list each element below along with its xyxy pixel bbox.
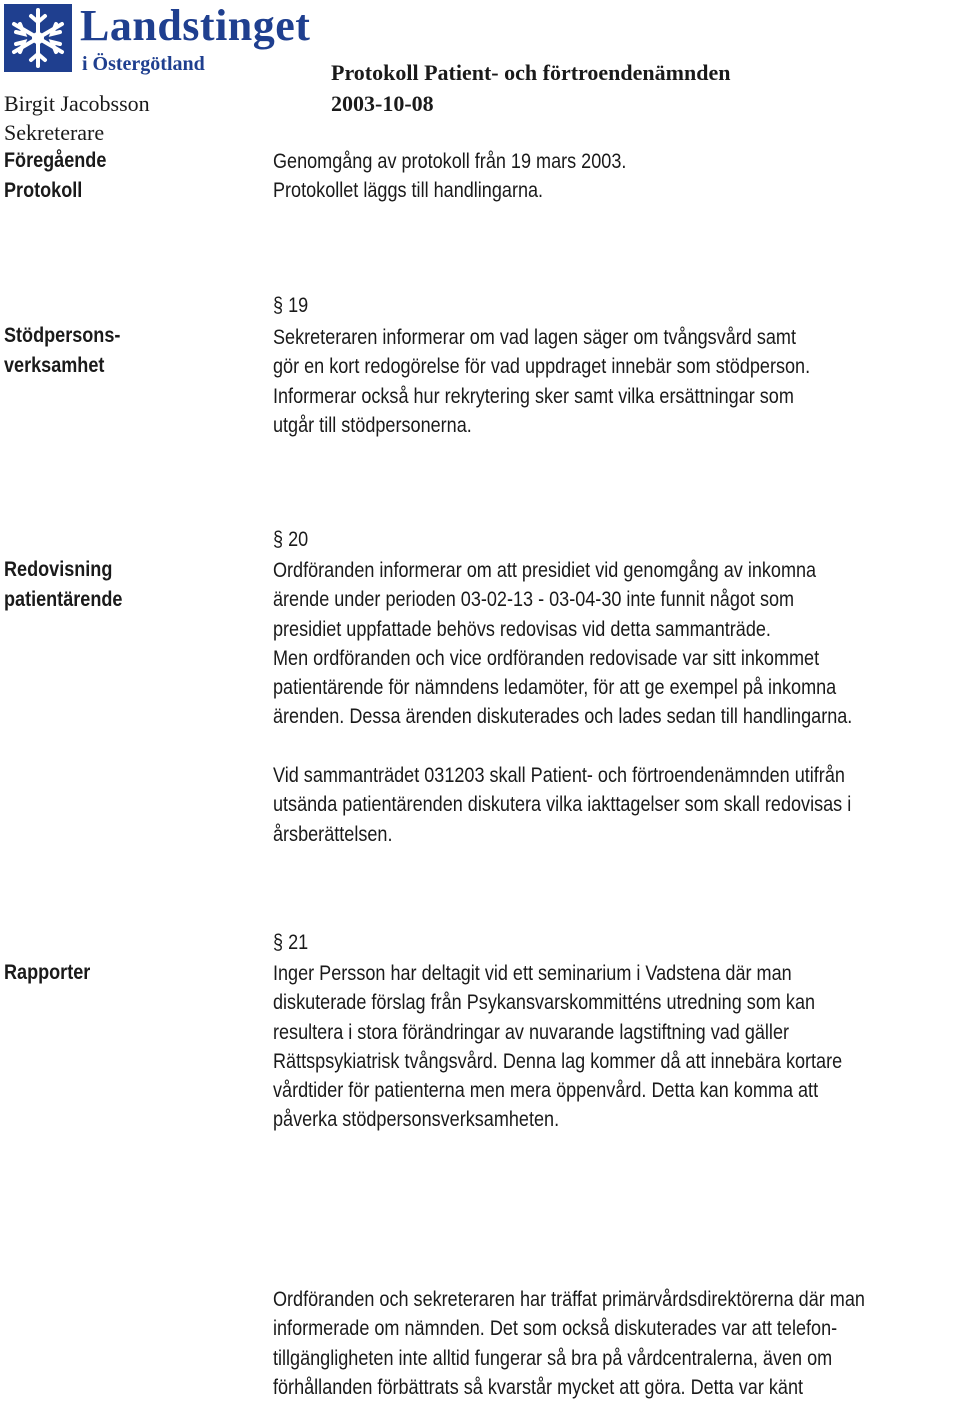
paragraph-line: Ordföranden och sekreteraren har träffat primärvårdsdirektörerna där man <box>273 1288 865 1311</box>
section-label-rapporter <box>4 958 90 988</box>
section-sign-icon: § <box>273 294 284 317</box>
section-label-line: Föregående <box>4 149 107 172</box>
section-label-line: verksamhet <box>4 354 105 377</box>
paragraph-number: 21 <box>288 931 309 954</box>
section-label-line: Redovisning <box>4 558 113 581</box>
section-label-foregaende-protokoll <box>4 146 106 206</box>
paragraph-line: ärenden. Dessa ärenden diskuterades och lades sedan till handlingarna. <box>273 705 853 729</box>
section-body-stodpersonsverksamhet <box>273 323 810 440</box>
paragraph-line: Ordföranden informerar om att presidiet vid genomgång av inkomna <box>273 559 817 582</box>
paragraph-line: ärende under perioden 03-02-13 - 03-04-30 inte funnit något som <box>273 588 795 612</box>
paragraph-line: diskuterade förslag från Psykansvarskommitténs utredning som kan <box>273 991 816 1015</box>
document-title: Protokoll Patient- och förtroendenämnden <box>331 60 731 85</box>
paragraph-line: förhållanden förbättrats så kvarstår mycket att göra. Detta var känt <box>273 1375 804 1399</box>
section-body-rapporter <box>273 959 842 1135</box>
document-date: 2003-10-08 <box>331 91 434 116</box>
paragraph-number-20 <box>273 528 308 552</box>
paragraph-line: årsberättelsen. <box>273 822 393 846</box>
section-label-stodpersonsverksamhet <box>4 321 120 381</box>
paragraph-number: 19 <box>288 294 309 317</box>
section-body-redovisning-patientarende-continued <box>273 761 851 849</box>
section-body-redovisning-patientarende <box>273 556 852 732</box>
paragraph-line: Sekreteraren informerar om vad lagen säger om tvångsvård samt <box>273 326 796 349</box>
section-label-line: Rapporter <box>4 961 91 984</box>
paragraph-line: patientärende för nämndens ledamöter, för att ge exempel på inkomna <box>273 676 837 700</box>
paragraph-line: Protokollet läggs till handlingarna. <box>273 179 544 203</box>
paragraph-line: tillgängligheten inte alltid fungerar så bra på vårdcentralerna, även om <box>273 1346 833 1370</box>
paragraph-line: utsända patientärenden diskutera vilka iakttagelser som skall redovisas i <box>273 793 852 817</box>
paragraph-line: presidiet uppfattade behövs redovisas vid detta sammanträde. <box>273 617 771 641</box>
section-sign-icon: § <box>273 528 284 551</box>
section-label-line: Stödpersons- <box>4 324 121 347</box>
paragraph-line: Genomgång av protokoll från 19 mars 2003. <box>273 150 627 173</box>
paragraph-line: Informerar också hur rekrytering sker samt vilka ersättningar som <box>273 384 794 408</box>
paragraph-line: Men ordföranden och vice ordföranden redovisade var sitt inkommet <box>273 646 820 670</box>
paragraph-line: Vid sammanträdet 031203 skall Patient- och förtroendenämnden utifrån <box>273 764 845 787</box>
paragraph-line: Rättspsykiatrisk tvångsvård. Denna lag kommer då att innebära kortare <box>273 1049 843 1073</box>
section-body-foregaende-protokoll <box>273 147 626 206</box>
logo-emblem <box>4 4 72 72</box>
paragraph-number-19 <box>273 294 308 318</box>
paragraph-number: 20 <box>288 528 309 551</box>
paragraph-line: informerade om nämnden. Det som också diskuterades var att telefon- <box>273 1317 838 1341</box>
paragraph-line: Inger Persson har deltagit vid ett seminarium i Vadstena där man <box>273 962 792 985</box>
author-role: Sekreterare <box>4 120 105 145</box>
author-name: Birgit Jacobsson <box>4 91 150 116</box>
org-region: i Östergötland <box>82 53 205 75</box>
section-label-line: Protokoll <box>4 179 83 202</box>
section-body-rapporter-continued <box>273 1285 865 1402</box>
paragraph-line: påverka stödpersonsverksamheten. <box>273 1108 560 1132</box>
org-name: Landstinget <box>80 1 311 50</box>
section-sign-icon: § <box>273 931 284 954</box>
paragraph-number-21 <box>273 931 308 955</box>
section-label-line: patientärende <box>4 588 123 611</box>
paragraph-line: vårdtider för patienterna men mera öppenvård. Detta kan komma att <box>273 1079 819 1103</box>
section-label-redovisning-patientarende <box>4 555 122 615</box>
snowflake-emblem-icon <box>4 4 72 72</box>
paragraph-line: utgår till stödpersonerna. <box>273 413 472 437</box>
paragraph-line: resultera i stora förändringar av nuvarande lagstiftning vad gäller <box>273 1020 790 1044</box>
paragraph-line: gör en kort redogörelse för vad uppdraget innebär som stödperson. <box>273 355 811 379</box>
